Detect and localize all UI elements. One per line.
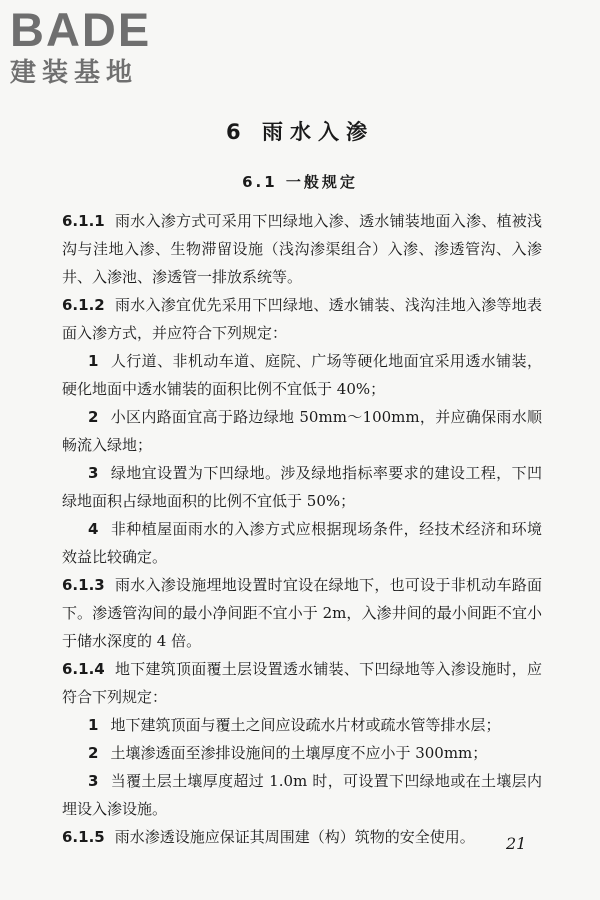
logo-wordmark: BADE xyxy=(10,3,152,56)
clause-text: 雨水入渗方式可采用下凹绿地入渗、透水铺装地面入渗、植被浅沟与洼地入渗、生物滞留设施（浅沟渗渠组合）入渗、渗透管沟、入渗井、入渗池、渗透管一排放系统等。 xyxy=(62,212,542,286)
clause-text: 雨水入渗宜优先采用下凹绿地、透水铺装、浅沟洼地入渗等地表面入渗方式，并应符合下列规定： xyxy=(62,296,542,342)
clause-6-1-4-item-3 xyxy=(62,767,542,823)
clause-number: 6.1.3 xyxy=(62,576,105,594)
item-number: 2 xyxy=(88,408,99,426)
clause-6-1-4 xyxy=(62,655,542,711)
chapter-title: 6 雨水入渗 xyxy=(226,120,374,144)
clause-6-1-5 xyxy=(62,823,542,851)
clause-number: 6.1.5 xyxy=(62,828,105,846)
page-number: 21 xyxy=(506,834,527,853)
bade-logo xyxy=(10,3,180,88)
item-text: 地下建筑顶面与覆土之间应设疏水片材或疏水管等排水层； xyxy=(110,716,501,734)
clause-text: 雨水入渗设施埋地设置时宜设在绿地下，也可设于非机动车路面下。渗透管沟间的最小净间距不宜小于 2m，入渗井间的最小间距不宜小于储水深度的 4 倍。 xyxy=(62,576,542,650)
clause-number: 6.1.4 xyxy=(62,660,105,678)
section-title: 6.1 一般规定 xyxy=(242,173,358,191)
item-number: 3 xyxy=(88,464,99,482)
clause-6-1-3 xyxy=(62,571,542,655)
clause-text: 雨水渗透设施应保证其周围建（构）筑物的安全使用。 xyxy=(114,828,475,846)
clause-6-1-4-item-2 xyxy=(62,739,542,767)
item-number: 4 xyxy=(88,520,99,538)
item-text: 土壤渗透面至渗排设施间的土壤厚度不应小于 300mm； xyxy=(110,744,488,762)
clause-6-1-2 xyxy=(62,291,542,347)
item-text: 非种植屋面雨水的入渗方式应根据现场条件，经技术经济和环境效益比较确定。 xyxy=(62,520,542,566)
clause-number: 6.1.1 xyxy=(62,212,105,230)
item-number: 1 xyxy=(88,716,99,734)
clause-text: 地下建筑顶面覆土层设置透水铺装、下凹绿地等入渗设施时，应符合下列规定： xyxy=(62,660,542,706)
clause-6-1-4-item-1 xyxy=(62,711,542,739)
item-number: 2 xyxy=(88,744,99,762)
document-body xyxy=(62,207,542,851)
clause-6-1-1 xyxy=(62,207,542,291)
item-number: 3 xyxy=(88,772,99,790)
clause-6-1-2-item-2 xyxy=(62,403,542,459)
item-text: 当覆土层土壤厚度超过 1.0m 时，可设置下凹绿地或在土壤层内埋设入渗设施。 xyxy=(62,772,542,818)
clause-number: 6.1.2 xyxy=(62,296,105,314)
clause-6-1-2-item-3 xyxy=(62,459,542,515)
item-text: 人行道、非机动车道、庭院、广场等硬化地面宜采用透水铺装，硬化地面中透水铺装的面积比例不宜低于 40%； xyxy=(62,352,542,398)
logo-subtitle: 建装基地 xyxy=(10,58,139,88)
item-text: 小区内路面宜高于路边绿地 50mm～100mm，并应确保雨水顺畅流入绿地； xyxy=(62,408,542,454)
clause-6-1-2-item-1 xyxy=(62,347,542,403)
item-number: 1 xyxy=(88,352,99,370)
item-text: 绿地宜设置为下凹绿地。涉及绿地指标率要求的建设工程，下凹绿地面积占绿地面积的比例不宜低于 50%； xyxy=(62,464,542,510)
clause-6-1-2-item-4 xyxy=(62,515,542,571)
